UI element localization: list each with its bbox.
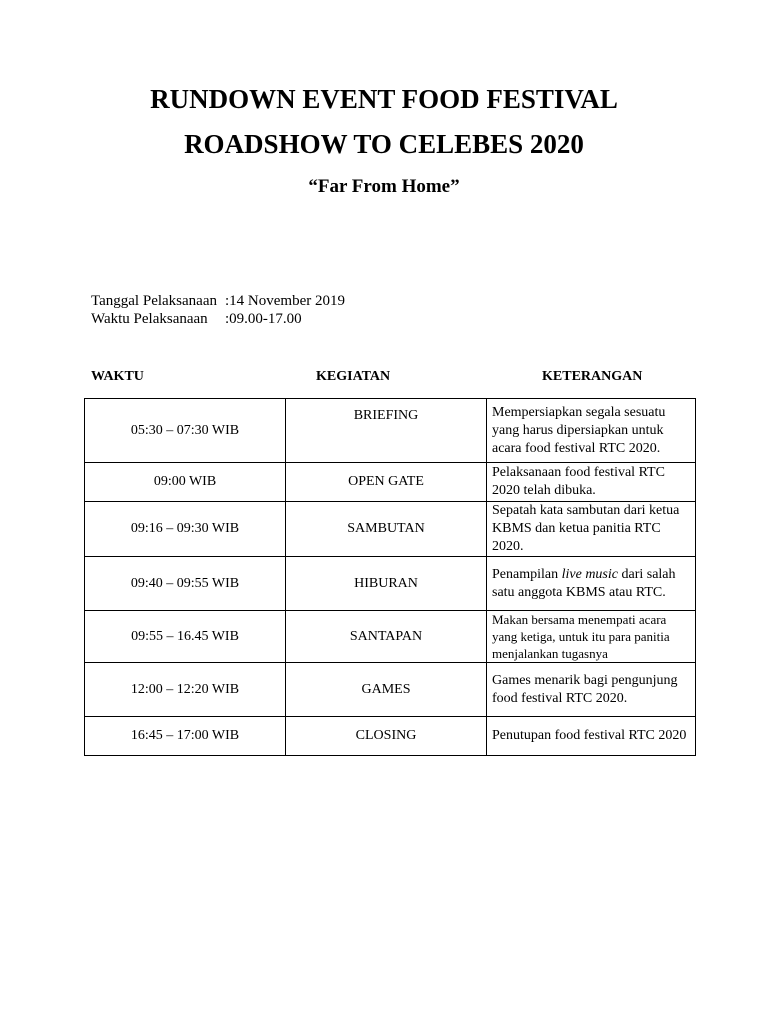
event-time-label: Waktu Pelaksanaan — [91, 311, 208, 327]
table-row — [85, 611, 696, 663]
table-row — [85, 399, 696, 463]
note-cell: Sepatah kata sambutan dari ketua KBMS dan ketua panitia RTC 2020. — [487, 502, 696, 557]
activity-cell: SANTAPAN — [286, 611, 487, 663]
time-cell: 09:55 – 16.45 WIB — [85, 611, 286, 663]
event-date-label: Tanggal Pelaksanaan — [91, 293, 217, 309]
rundown-table — [84, 398, 696, 756]
activity-cell: HIBURAN — [286, 557, 487, 611]
column-header-kegiatan: KEGIATAN — [316, 369, 391, 384]
note-cell: Mempersiapkan segala sesuatu yang harus dipersiapkan untuk acara food festival RTC 2020. — [487, 399, 696, 463]
note-text: dari salah satu anggota KBMS atau RTC. — [492, 566, 676, 600]
time-cell: 09:00 WIB — [85, 463, 286, 502]
activity-cell: GAMES — [286, 663, 487, 717]
table-row — [85, 557, 696, 611]
note-cell: Penutupan food festival RTC 2020 — [487, 717, 696, 756]
table-row — [85, 463, 696, 502]
page-title-line-2: ROADSHOW TO CELEBES 2020 — [184, 129, 584, 159]
event-date-value: :14 November 2019 — [225, 293, 345, 309]
note-text: Penampilan — [492, 566, 562, 582]
note-italic-text: live music — [561, 566, 618, 582]
table-row — [85, 502, 696, 557]
activity-cell: SAMBUTAN — [286, 502, 487, 557]
page-title-line-1: RUNDOWN EVENT FOOD FESTIVAL — [150, 84, 618, 114]
activity-cell: BRIEFING — [286, 399, 487, 463]
table-row — [85, 663, 696, 717]
activity-cell: CLOSING — [286, 717, 487, 756]
event-time-value: :09.00-17.00 — [225, 311, 302, 327]
time-cell: 09:16 – 09:30 WIB — [85, 502, 286, 557]
activity-cell: OPEN GATE — [286, 463, 487, 502]
note-cell: Games menarik bagi pengunjung food festival RTC 2020. — [487, 663, 696, 717]
time-cell: 05:30 – 07:30 WIB — [85, 399, 286, 463]
time-cell: 12:00 – 12:20 WIB — [85, 663, 286, 717]
note-cell — [487, 557, 696, 611]
page-subtitle: “Far From Home” — [308, 176, 460, 197]
time-cell: 09:40 – 09:55 WIB — [85, 557, 286, 611]
column-header-waktu: WAKTU — [91, 369, 144, 384]
event-date-line — [91, 292, 345, 310]
note-cell: Pelaksanaan food festival RTC 2020 telah dibuka. — [487, 463, 696, 502]
column-header-keterangan: KETERANGAN — [542, 369, 643, 384]
note-cell: Makan bersama menempati acara yang ketiga, untuk itu para panitia menjalankan tugasnya — [487, 611, 696, 663]
table-row — [85, 717, 696, 756]
time-cell: 16:45 – 17:00 WIB — [85, 717, 286, 756]
event-time-line — [91, 310, 302, 328]
